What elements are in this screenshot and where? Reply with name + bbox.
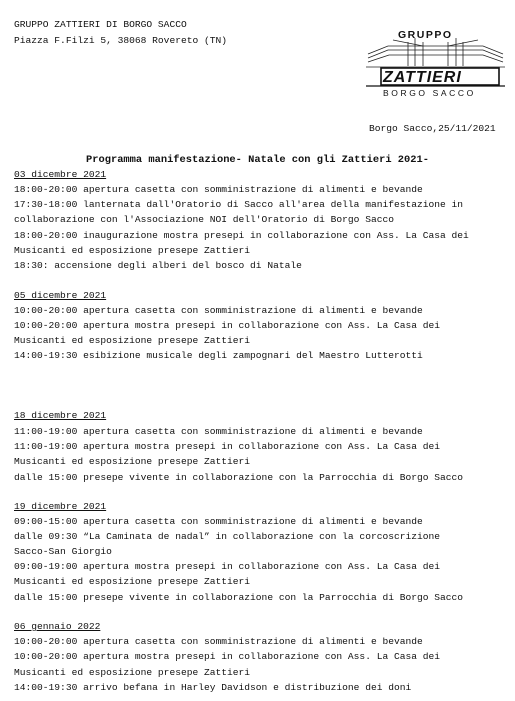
schedule-line: Musicanti ed esposizione presepe Zattieri <box>14 456 251 467</box>
schedule-line: 09:00-19:00 apertura mostra presepi in collaborazione con Ass. La Casa dei <box>14 561 441 572</box>
section-date: 06 gennaio 2022 <box>14 621 101 632</box>
section-date: 03 dicembre 2021 <box>14 169 107 180</box>
schedule-line: 11:00-19:00 apertura mostra presepi in collaborazione con Ass. La Casa dei <box>14 441 441 452</box>
schedule-line: 09:00-15:00 apertura casetta con somministrazione di alimenti e bevande <box>14 516 423 527</box>
logo-main-text: ZATTIERI <box>383 69 462 86</box>
schedule-line: Musicanti ed esposizione presepe Zattieri <box>14 576 251 587</box>
org-address: Piazza F.Filzi 5, 38068 Rovereto (TN) <box>14 35 228 46</box>
schedule-line: Musicanti ed esposizione presepe Zattieri <box>14 245 251 256</box>
logo-bottom-text: BORGO SACCO <box>383 88 476 98</box>
schedule-line: dalle 15:00 presepe vivente in collaborazione con la Parrocchia di Borgo Sacco <box>14 592 464 603</box>
schedule-line: 11:00-19:00 apertura casetta con somministrazione di alimenti e bevande <box>14 426 423 437</box>
logo-top-text: GRUPPO <box>398 29 453 41</box>
schedule-line: 18:30: accensione degli alberi del bosco di Natale <box>14 260 302 271</box>
place-date: Borgo Sacco,25/11/2021 <box>369 123 496 134</box>
page-title: Programma manifestazione- Natale con gli Zattieri 2021- <box>86 154 429 166</box>
section-date: 19 dicembre 2021 <box>14 501 107 512</box>
schedule-line: 18:00-20:00 inaugurazione mostra presepi in collaborazione con Ass. La Casa dei <box>14 230 469 241</box>
schedule-line: 10:00-20:00 apertura mostra presepi in collaborazione con Ass. La Casa dei <box>14 320 441 331</box>
schedule-line: 14:00-19:30 esibizione musicale degli zampognari del Maestro Lutterotti <box>14 350 423 361</box>
schedule-line: 14:00-19:30 arrivo befana in Harley Davidson e distribuzione dei doni <box>14 682 412 693</box>
schedule-line: collaborazione con l'Associazione NOI dell'Oratorio di Borgo Sacco <box>14 214 394 225</box>
schedule-line: 18:00-20:00 apertura casetta con somministrazione di alimenti e bevande <box>14 184 423 195</box>
schedule-line: Sacco-San Giorgio <box>14 546 112 557</box>
schedule-line: Musicanti ed esposizione presepe Zattieri <box>14 335 251 346</box>
schedule-line: 10:00-20:00 apertura casetta con somministrazione di alimenti e bevande <box>14 305 423 316</box>
schedule-line: dalle 15:00 presepe vivente in collaborazione con la Parrocchia di Borgo Sacco <box>14 472 464 483</box>
section-date: 05 dicembre 2021 <box>14 290 107 301</box>
schedule-line: 10:00-20:00 apertura casetta con somministrazione di alimenti e bevande <box>14 636 423 647</box>
schedule-line: Musicanti ed esposizione presepe Zattieri <box>14 667 251 678</box>
section-date: 18 dicembre 2021 <box>14 410 107 421</box>
org-name: GRUPPO ZATTIERI DI BORGO SACCO <box>14 19 187 30</box>
schedule-line: dalle 09:30 “La Caminata de nadal” in collaborazione con la corcoscrizione <box>14 531 441 542</box>
schedule-line: 10:00-20:00 apertura mostra presepi in collaborazione con Ass. La Casa dei <box>14 651 441 662</box>
schedule-line: 17:30-18:00 lanternata dall'Oratorio di Sacco all'area della manifestazione in <box>14 199 464 210</box>
